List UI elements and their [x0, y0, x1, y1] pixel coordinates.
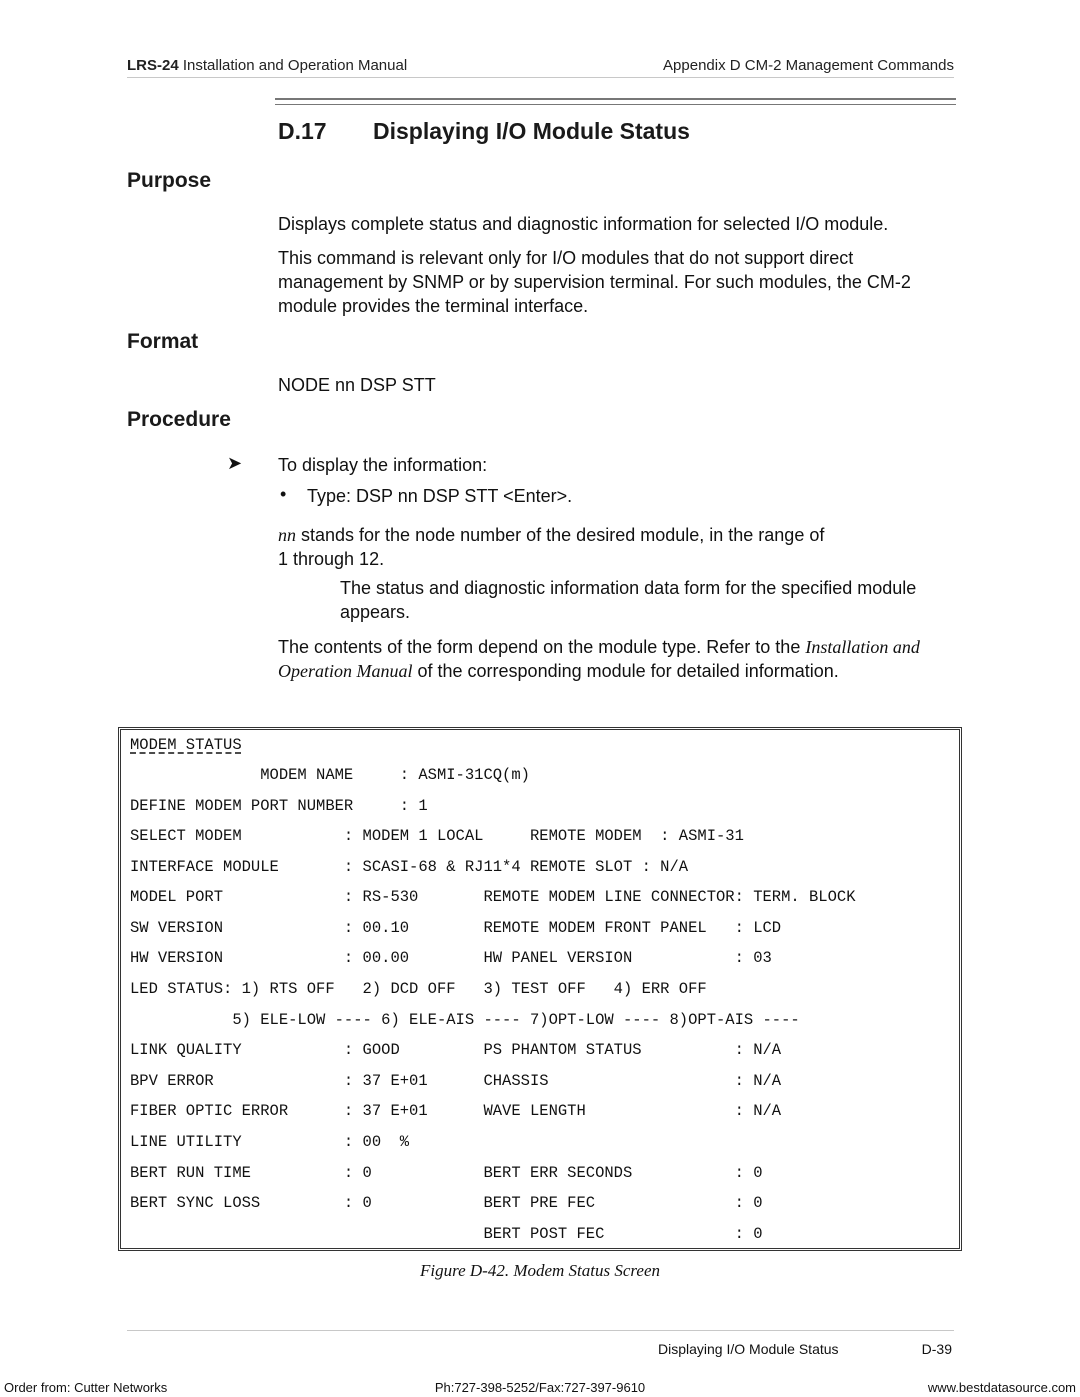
- purpose-line: management by SNMP or by supervision terminal. For such modules, the CM-2: [278, 272, 911, 292]
- section-title-text: Displaying I/O Module Status: [373, 118, 690, 144]
- screen-line: FIBER OPTIC ERROR : 37 E+01 WAVE LENGTH : N/A: [130, 1102, 782, 1120]
- manual-title: Installation and Operation Manual: [178, 57, 408, 74]
- header-divider: [127, 77, 954, 78]
- purpose-heading: Purpose: [127, 169, 212, 192]
- bullet-icon: •: [280, 484, 287, 504]
- purpose-line: This command is relevant only for I/O modules that do not support direct: [278, 248, 854, 268]
- section-number: D.17: [278, 118, 327, 144]
- screen-line: LINE UTILITY : 00 %: [130, 1133, 410, 1151]
- procedure-step: To display the information:: [278, 455, 488, 475]
- order-info: Order from: Cutter Networks: [4, 1380, 168, 1395]
- result-line: The status and diagnostic information data form for the specified module: [340, 578, 917, 598]
- procedure-bullet-text: Type: DSP nn DSP STT <Enter>.: [307, 486, 573, 506]
- screen-title: MODEM STATUS: [130, 736, 242, 754]
- arrow-icon: ➤: [227, 453, 243, 473]
- section-rule: [275, 98, 956, 105]
- contents-text: The contents of the form depend on the module type. Refer to the: [278, 637, 806, 657]
- section-title: [278, 118, 690, 145]
- result-note: [340, 576, 970, 624]
- screen-line: 5) ELE-LOW ---- 6) ELE-AIS ---- 7)OPT-LOW ---- 8)OPT-AIS ----: [130, 1011, 800, 1029]
- purpose-paragraph-1: Displays complete status and diagnostic information for selected I/O module.: [278, 214, 889, 234]
- nn-term: nn: [278, 525, 296, 545]
- screen-line: DEFINE MODEM PORT NUMBER : 1: [130, 797, 428, 815]
- running-header-left: [127, 57, 407, 74]
- procedure-heading: Procedure: [127, 408, 231, 431]
- screen-line: BERT SYNC LOSS : 0 BERT PRE FEC : 0: [130, 1194, 763, 1212]
- screen-line: BERT POST FEC : 0: [130, 1225, 763, 1243]
- screen-line: SELECT MODEM : MODEM 1 LOCAL REMOTE MODEM : ASMI-31: [130, 827, 744, 845]
- figure-caption: Figure D-42. Modem Status Screen: [420, 1261, 660, 1280]
- nn-description-text: stands for the node number of the desired module, in the range of: [296, 525, 825, 545]
- format-heading: Format: [127, 330, 199, 353]
- screen-line: HW VERSION : 00.00 HW PANEL VERSION : 03: [130, 949, 772, 967]
- screen-line: MODEL PORT : RS-530 REMOTE MODEM LINE CONNECTOR: TERM. BLOCK: [130, 888, 856, 906]
- website-link[interactable]: www.bestdatasource.com: [927, 1380, 1076, 1395]
- running-header-right: Appendix D CM-2 Management Commands: [663, 57, 954, 74]
- screen-line: BPV ERROR : 37 E+01 CHASSIS : N/A: [130, 1072, 782, 1090]
- screen-line: LINK QUALITY : GOOD PS PHANTOM STATUS : N/A: [130, 1041, 782, 1059]
- page-number: D-39: [921, 1341, 952, 1357]
- screen-line: SW VERSION : 00.10 REMOTE MODEM FRONT PANEL : LCD: [130, 919, 782, 937]
- product-name: LRS-24: [127, 57, 179, 74]
- result-line: appears.: [340, 602, 411, 622]
- nn-description: [278, 523, 968, 571]
- screen-line: LED STATUS: 1) RTS OFF 2) DCD OFF 3) TEST OFF 4) ERR OFF: [130, 980, 707, 998]
- screen-line: BERT RUN TIME : 0 BERT ERR SECONDS : 0: [130, 1164, 763, 1182]
- manual-reference: Installation and: [805, 637, 920, 657]
- contents-note: [278, 635, 968, 683]
- modem-status-screen: [118, 727, 962, 1251]
- contents-text-end: of the corresponding module for detailed information.: [412, 661, 839, 681]
- screen-line: INTERFACE MODULE : SCASI-68 & RJ11*4 REMOTE SLOT : N/A: [130, 858, 689, 876]
- nn-description-range: 1 through 12.: [278, 549, 385, 569]
- footer-divider: [127, 1330, 954, 1331]
- manual-reference-cont: Operation Manual: [278, 661, 413, 681]
- footer-section: Displaying I/O Module Status: [658, 1341, 839, 1357]
- screen-line: MODEM NAME : ASMI-31CQ(m): [130, 766, 530, 784]
- purpose-paragraph-2: [278, 246, 968, 318]
- purpose-line: module provides the terminal interface.: [278, 296, 589, 316]
- format-command: NODE nn DSP STT: [278, 375, 436, 395]
- phone-fax: Ph:727-398-5252/Fax:727-397-9610: [434, 1380, 646, 1395]
